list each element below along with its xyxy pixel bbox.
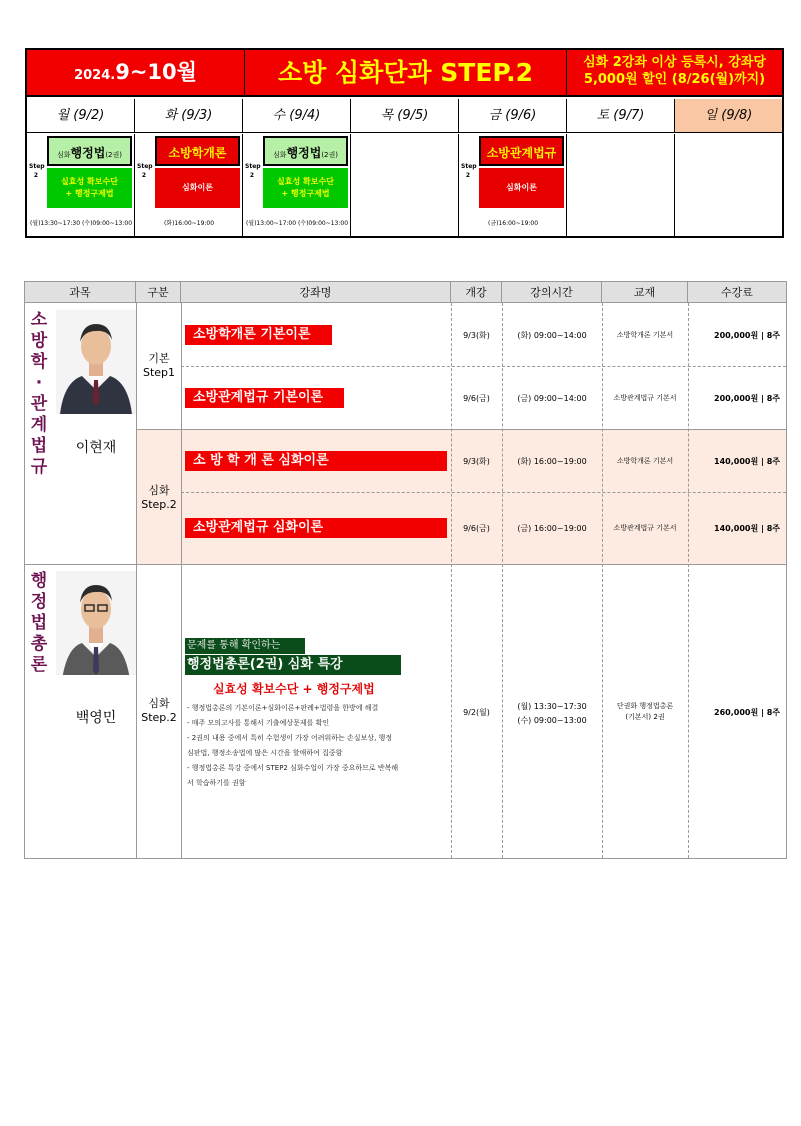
grid-line <box>181 303 182 858</box>
course-time: (화) 09:00~14:00 <box>517 331 587 340</box>
day-wed: 수 (9/4) <box>243 99 351 132</box>
day-fri: 금 (9/6) <box>459 99 567 132</box>
slot-subject: 심화행정법(2권) <box>263 136 348 166</box>
banner-date: 2024.9~10월 <box>27 50 245 95</box>
step-label: Step 2 <box>245 163 261 179</box>
course-fee: 200,000원 | 8주 <box>714 394 780 403</box>
step-label: Step 2 <box>29 163 45 179</box>
instructor-photo <box>56 571 136 675</box>
course-book: 소방학개론 기본서 <box>616 457 674 465</box>
type-deep: 심화 Step.2 <box>141 697 177 724</box>
col-type: 구분 <box>136 282 181 303</box>
course-title[interactable]: 소방관계법규 기본이론 <box>185 388 344 408</box>
slot-subject: 심화행정법(2권) <box>47 136 132 166</box>
step-label: Step 2 <box>461 163 477 179</box>
course-title[interactable]: 소 방 학 개 론 심화이론 <box>185 451 447 471</box>
course-book: 소방학개론 기본서 <box>616 331 674 339</box>
banner-title: 소방 심화단과 STEP.2 <box>245 50 567 95</box>
course-start: 9/2(월) <box>463 708 490 717</box>
schedule-calendar <box>25 48 784 238</box>
slot-sun <box>675 134 782 236</box>
col-fee: 수강료 <box>721 286 753 299</box>
instructor-name: 이현재 <box>75 440 117 456</box>
slot-wed <box>243 134 351 236</box>
grid-line <box>136 429 786 430</box>
step-label: Step 2 <box>137 163 153 179</box>
grid-line <box>688 303 689 858</box>
course-time: (월) 13:30~17:30 (수) 09:00~13:00 <box>517 702 587 725</box>
grid-line <box>181 366 786 367</box>
col-time: 강의시간 <box>502 282 602 303</box>
course-fee: 140,000원 | 8주 <box>714 457 780 466</box>
slot-mon <box>27 134 135 236</box>
slot-time: (화)16:00~19:00 <box>163 220 215 227</box>
course-start: 9/3(화) <box>463 331 490 340</box>
slot-topic: 실효성 확보수단 + 행정구제법 <box>263 168 348 208</box>
course-time: (금) 09:00~14:00 <box>517 394 587 403</box>
slot-time: (금)16:00~19:00 <box>487 220 539 227</box>
col-subject: 과목 <box>25 282 136 303</box>
slot-topic: 심화이론 <box>155 168 240 208</box>
grid-line <box>181 492 786 493</box>
course-title[interactable]: 소방관계법규 심화이론 <box>185 518 447 538</box>
table-header <box>25 282 786 303</box>
course-book: 단권화 행정법총론 (기본서) 2권 <box>616 702 674 721</box>
person-photo-icon <box>56 310 136 414</box>
course-subtitle: 실효성 확보수단 + 행정구제법 <box>213 682 375 696</box>
course-title[interactable]: 소방학개론 기본이론 <box>185 325 332 345</box>
slot-topic: 실효성 확보수단 + 행정구제법 <box>47 168 132 208</box>
slot-sat <box>567 134 675 236</box>
person-photo-icon <box>56 571 136 675</box>
course-table <box>24 281 787 859</box>
course-start: 9/3(화) <box>463 457 490 466</box>
col-book: 교재 <box>602 282 688 303</box>
course-fee: 260,000원 | 8주 <box>714 708 780 717</box>
course-description: - 행정법총론의 기본이론+심화이론+판례+법령을 한방에 해결 - 매주 모의고사를 통해서 기출예상문제를 확인 - 2권의 내용 중에서 특히 수험생이 가장 어려워하는 손실보상, 행정 심판법, 행정소송법에 많은 시간을 할애하여 집중함 - 행정법총론 특강 중에서 STEP2 심화수업이 가장 중요하므로 반복해 서 학습하기를 권함 <box>187 704 399 787</box>
course-title[interactable]: 행정법총론(2권) 심화 특강 <box>185 655 401 675</box>
banner-discount: 심화 2강좌 이상 등록시, 강좌당 5,000원 할인 (8/26(월)까지) <box>583 55 766 87</box>
slot-fri <box>459 134 567 236</box>
type-basic: 기본 Step1 <box>142 352 176 379</box>
slot-time: (월)13:00~17:00 (수)09:00~13:00 <box>245 220 349 227</box>
grid-line <box>451 303 452 858</box>
slot-subject: 소방학개론 <box>155 136 240 166</box>
course-tag: 문제를 통해 확인하는 <box>185 638 305 654</box>
day-mon: 월 (9/2) <box>27 99 135 132</box>
grid-line <box>25 564 786 565</box>
grid-line <box>136 303 137 858</box>
course-time: (화) 16:00~19:00 <box>517 457 587 466</box>
course-start: 9/6(금) <box>463 524 490 533</box>
slot-subject: 소방관계법규 <box>479 136 564 166</box>
course-time: (금) 16:00~19:00 <box>517 524 587 533</box>
day-sun: 일 (9/8) <box>675 99 782 132</box>
instructor-name: 백영민 <box>75 710 117 726</box>
subject-name-fire: 소 방 학 · 관 계 법 규 <box>30 310 48 477</box>
course-book: 소방관계법규 기본서 <box>613 394 677 402</box>
slot-tue <box>135 134 243 236</box>
slot-time: (월)13:30~17:30 (수)09:00~13:00 <box>29 220 133 227</box>
grid-line <box>602 303 603 858</box>
slot-row <box>27 134 782 236</box>
day-sat: 토 (9/7) <box>567 99 675 132</box>
slot-topic: 심화이론 <box>479 168 564 208</box>
col-course: 강좌명 <box>181 282 451 303</box>
subject-name-admin-law: 행 정 법 총 론 <box>30 571 48 675</box>
schedule-banner <box>27 50 782 97</box>
course-book: 소방관계법규 기본서 <box>613 524 677 532</box>
instructor-photo <box>56 310 136 414</box>
course-start: 9/6(금) <box>463 394 490 403</box>
day-tue: 화 (9/3) <box>135 99 243 132</box>
day-thu: 목 (9/5) <box>351 99 459 132</box>
grid-line <box>502 303 503 858</box>
course-fee: 200,000원 | 8주 <box>714 331 780 340</box>
course-fee: 140,000원 | 8주 <box>714 524 780 533</box>
type-deep: 심화 Step.2 <box>141 484 177 511</box>
slot-thu <box>351 134 459 236</box>
day-header-row <box>27 99 782 133</box>
col-start: 개강 <box>451 282 502 303</box>
